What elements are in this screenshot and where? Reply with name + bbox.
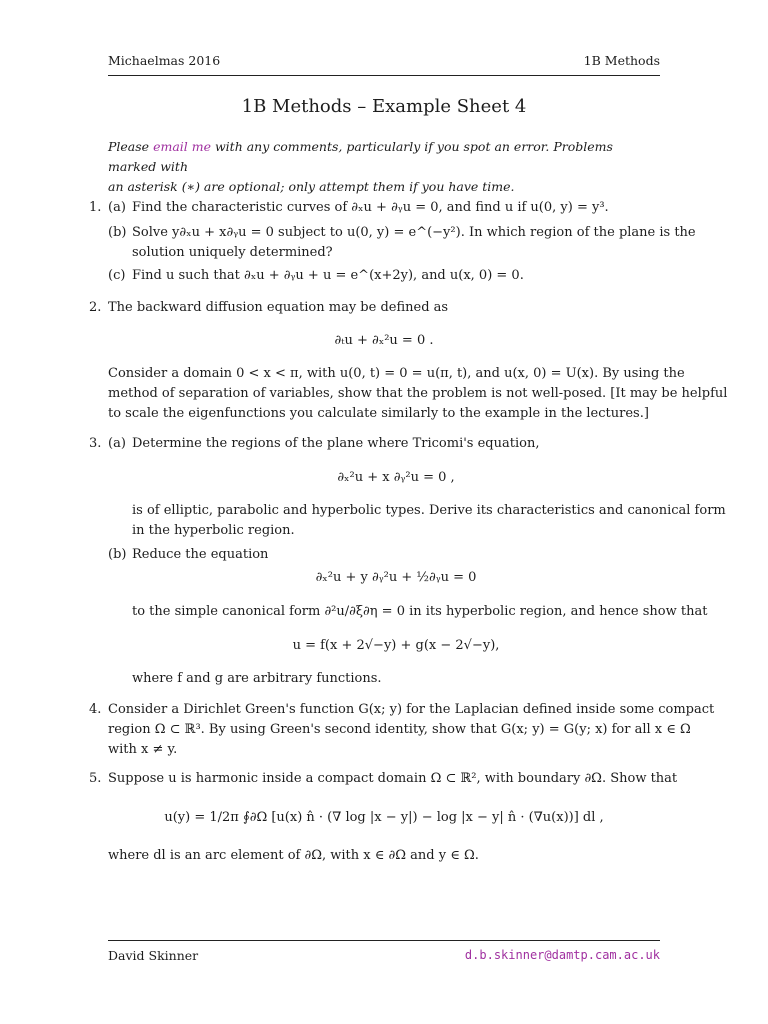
q1b-line2: solution uniquely determined? [132, 245, 333, 260]
q4-line2: region Ω ⊂ ℝ³. By using Green's second identity, show that G(x; y) = G(y; x) for all x ∈ Ω [108, 722, 691, 737]
footer-email-link[interactable]: d.b.skinner@damtp.cam.ac.uk [464, 948, 660, 962]
q3b-equation: ∂ₓ²u + y ∂ᵧ²u + ½∂ᵧu = 0 [315, 570, 477, 585]
q3b-label: (b) [108, 547, 127, 562]
q5-line1: Suppose u is harmonic inside a compact domain Ω ⊂ ℝ², with boundary ∂Ω. Show that [108, 771, 678, 786]
header-course: 1B Methods [583, 53, 660, 68]
q1b-line1: Solve y∂ₓu + x∂ᵧu = 0 subject to u(0, y) = e^(−y²). In which region of the plane is the [132, 225, 696, 240]
q3-number: 3. [89, 436, 102, 451]
intro-rest: with any comments, particularly if you spot an error. Problems marked with [108, 139, 613, 174]
q1b-label: (b) [108, 225, 127, 240]
q2-line2: Consider a domain 0 < x < π, with u(0, t) = 0 = u(π, t), and u(x, 0) = U(x). By using the [108, 366, 685, 381]
q2-line1: The backward diffusion equation may be defined as [108, 300, 449, 315]
intro-paragraph [108, 137, 660, 197]
intro-please: Please [108, 139, 150, 154]
header-term: Michaelmas 2016 [108, 53, 221, 68]
q5-line2: where dl is an arc element of ∂Ω, with x ∈ ∂Ω and y ∈ Ω. [108, 848, 479, 863]
q2-line3: method of separation of variables, show that the problem is not well-posed. [It may be helpful [108, 386, 728, 401]
q4-line1: Consider a Dirichlet Green's function G(x; y) for the Laplacian defined inside some compact [108, 702, 715, 717]
q2-line4: to scale the eigenfunctions you calculate similarly to the example in the lectures.] [108, 406, 649, 421]
q3b-line3: where f and g are arbitrary functions. [132, 671, 382, 686]
q3a-label: (a) [108, 436, 126, 451]
sheet-title: 1B Methods – Example Sheet 4 [241, 96, 527, 117]
page-header [108, 53, 660, 76]
q3a-line2: is of elliptic, parabolic and hyperbolic types. Derive its characteristics and canonical form [132, 503, 726, 518]
intro-line2: an asterisk (∗) are optional; only attempt them if you have time. [108, 179, 515, 194]
q3a-equation: ∂ₓ²u + x ∂ᵧ²u = 0 , [337, 470, 455, 485]
q5-number: 5. [89, 771, 102, 786]
q1c-label: (c) [108, 268, 126, 283]
q3b-equation2: u = f(x + 2√−y) + g(x − 2√−y), [292, 638, 500, 653]
q2-equation: ∂ₜu + ∂ₓ²u = 0 . [334, 333, 434, 348]
q1a-text: Find the characteristic curves of ∂ₓu + ∂ᵧu = 0, and find u if u(0, y) = y³. [132, 200, 609, 215]
q1-number: 1. [89, 200, 102, 215]
q1a-label: (a) [108, 200, 126, 215]
q2-number: 2. [89, 300, 102, 315]
q1c-text: Find u such that ∂ₓu + ∂ᵧu + u = e^(x+2y), and u(x, 0) = 0. [132, 268, 524, 283]
q4-line3: with x ≠ y. [108, 742, 178, 757]
q5-equation: u(y) = 1/2π ∮∂Ω [u(x) n̂ · (∇ log |x − y|) − log |x − y| n̂ · (∇u(x))] dl , [164, 810, 604, 825]
q3a-text: Determine the regions of the plane where Tricomi's equation, [132, 436, 540, 451]
q3a-line3: in the hyperbolic region. [132, 523, 295, 538]
q3b-line2: to the simple canonical form ∂²u/∂ξ∂η = 0 in its hyperbolic region, and hence show that [132, 604, 708, 619]
page-footer [108, 940, 660, 963]
q4-number: 4. [89, 702, 102, 717]
footer-author: David Skinner [108, 948, 199, 963]
email-me-link[interactable]: email me [153, 139, 211, 154]
q3b-text: Reduce the equation [132, 547, 269, 562]
